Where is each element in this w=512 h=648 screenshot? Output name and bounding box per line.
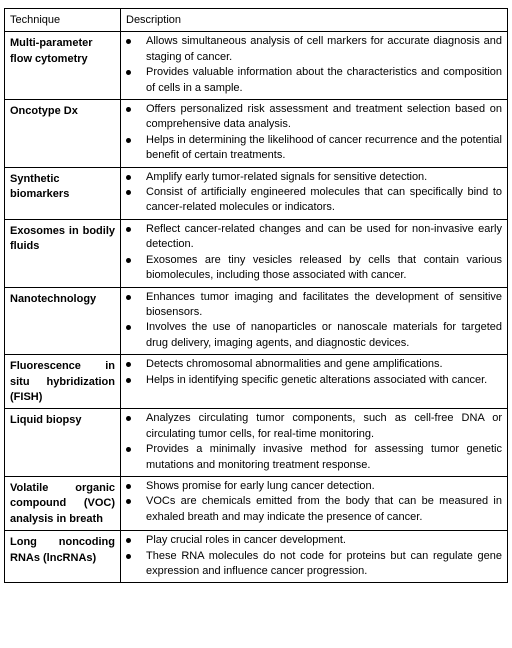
bullet-icon <box>126 138 131 143</box>
bullet-icon <box>126 295 131 300</box>
bullet-icon <box>126 447 131 452</box>
point-text: Helps in determining the likelihood of cancer recurrence and the potential benefit of certain treatments. <box>146 133 502 162</box>
description-point <box>126 442 502 473</box>
bullet-icon <box>126 484 131 489</box>
description-point <box>126 549 502 580</box>
technique-description <box>121 476 508 530</box>
description-point <box>126 357 502 372</box>
technique-description <box>121 409 508 477</box>
description-point <box>126 320 502 351</box>
bullet-icon <box>126 325 131 330</box>
description-point <box>126 411 502 442</box>
technique-description <box>121 531 508 583</box>
table-row <box>5 531 508 583</box>
description-point <box>126 170 502 185</box>
technique-name: Nanotechnology <box>5 287 121 355</box>
description-point <box>126 102 502 133</box>
description-point <box>126 290 502 321</box>
technique-description <box>121 167 508 219</box>
point-text: VOCs are chemicals emitted from the body that can be measured in exhaled breath and may indicate the presence of cancer. <box>146 495 502 523</box>
techniques-table <box>4 8 508 583</box>
table-header-row <box>5 9 508 32</box>
point-text: These RNA molecules do not code for proteins but can regulate gene expression and influence cancer progression. <box>146 549 502 577</box>
point-text: Reflect cancer-related changes and can be used for non-invasive early detection. <box>146 222 502 251</box>
description-list <box>126 222 502 284</box>
bullet-icon <box>126 107 131 112</box>
technique-description <box>121 32 508 100</box>
description-point <box>126 373 502 388</box>
description-list <box>126 479 502 525</box>
bullet-icon <box>126 499 131 504</box>
technique-name: Exosomes in bodily fluids <box>5 219 121 287</box>
point-text: Play crucial roles in cancer development. <box>146 534 346 547</box>
description-list <box>126 533 502 579</box>
point-text: Offers personalized risk assessment and treatment selection based on comprehensive data analysis. <box>146 103 502 131</box>
technique-name: Multi-parameter flow cytometry <box>5 32 121 100</box>
technique-description <box>121 355 508 409</box>
description-list <box>126 34 502 96</box>
bullet-icon <box>126 39 131 44</box>
description-list <box>126 357 502 388</box>
bullet-icon <box>126 175 131 180</box>
description-point <box>126 133 502 164</box>
bullet-icon <box>126 362 131 367</box>
technique-description <box>121 287 508 355</box>
point-text: Allows simultaneous analysis of cell markers for accurate diagnosis and staging of cancer. <box>146 35 502 63</box>
table-body <box>5 32 508 583</box>
point-text: Consist of artificially engineered molecules that can specifically bind to cancer-related molecules or indicators. <box>146 186 502 214</box>
description-point <box>126 253 502 284</box>
description-list <box>126 411 502 473</box>
description-point <box>126 533 502 548</box>
point-text: Shows promise for early lung cancer detection. <box>146 479 375 492</box>
table-row <box>5 32 508 100</box>
bullet-icon <box>126 554 131 559</box>
table-row <box>5 100 508 168</box>
bullet-icon <box>126 416 131 421</box>
description-point <box>126 479 502 494</box>
description-list <box>126 170 502 216</box>
description-list <box>126 102 502 164</box>
description-point <box>126 494 502 525</box>
point-text: Detects chromosomal abnormalities and gene amplifications. <box>146 358 443 371</box>
technique-name: Fluorescence in situ hybridization (FISH) <box>5 355 121 409</box>
table-row <box>5 219 508 287</box>
point-text: Analyzes circulating tumor components, such as cell-free DNA or circulating tumor cells, for real-time monitoring. <box>146 412 502 440</box>
header-description: Description <box>121 9 508 32</box>
header-technique: Technique <box>5 9 121 32</box>
technique-name: Synthetic biomarkers <box>5 167 121 219</box>
bullet-icon <box>126 190 131 195</box>
table-row <box>5 167 508 219</box>
point-text: Exosomes are tiny vesicles released by cells that contain various biomolecules, including those associated with cancer. <box>146 253 502 282</box>
table-row <box>5 355 508 409</box>
table-row <box>5 476 508 530</box>
description-point <box>126 34 502 65</box>
technique-description <box>121 100 508 168</box>
technique-description <box>121 219 508 287</box>
bullet-icon <box>126 227 131 232</box>
bullet-icon <box>126 378 131 383</box>
point-text: Provides a minimally invasive method for assessing tumor genetic mutations and monitoring treatment response. <box>146 443 502 471</box>
point-text: Enhances tumor imaging and facilitates the development of sensitive biosensors. <box>146 290 502 318</box>
technique-name: Long noncoding RNAs (lncRNAs) <box>5 531 121 583</box>
technique-name: Volatile organic compound (VOC) analysis in breath <box>5 476 121 530</box>
bullet-icon <box>126 70 131 75</box>
bullet-icon <box>126 258 131 263</box>
point-text: Helps in identifying specific genetic alterations associated with cancer. <box>146 373 488 386</box>
bullet-icon <box>126 538 131 543</box>
technique-name: Oncotype Dx <box>5 100 121 168</box>
point-text: Amplify early tumor-related signals for sensitive detection. <box>146 170 428 183</box>
description-point <box>126 185 502 216</box>
description-point <box>126 222 502 253</box>
point-text: Provides valuable information about the characteristics and composition of cells in a sample. <box>146 66 502 94</box>
table-row <box>5 287 508 355</box>
table-row <box>5 409 508 477</box>
description-point <box>126 65 502 96</box>
technique-name: Liquid biopsy <box>5 409 121 477</box>
description-list <box>126 290 502 352</box>
point-text: Involves the use of nanoparticles or nanoscale materials for targeted drug delivery, imaging agents, and diagnostic devices. <box>146 321 502 349</box>
